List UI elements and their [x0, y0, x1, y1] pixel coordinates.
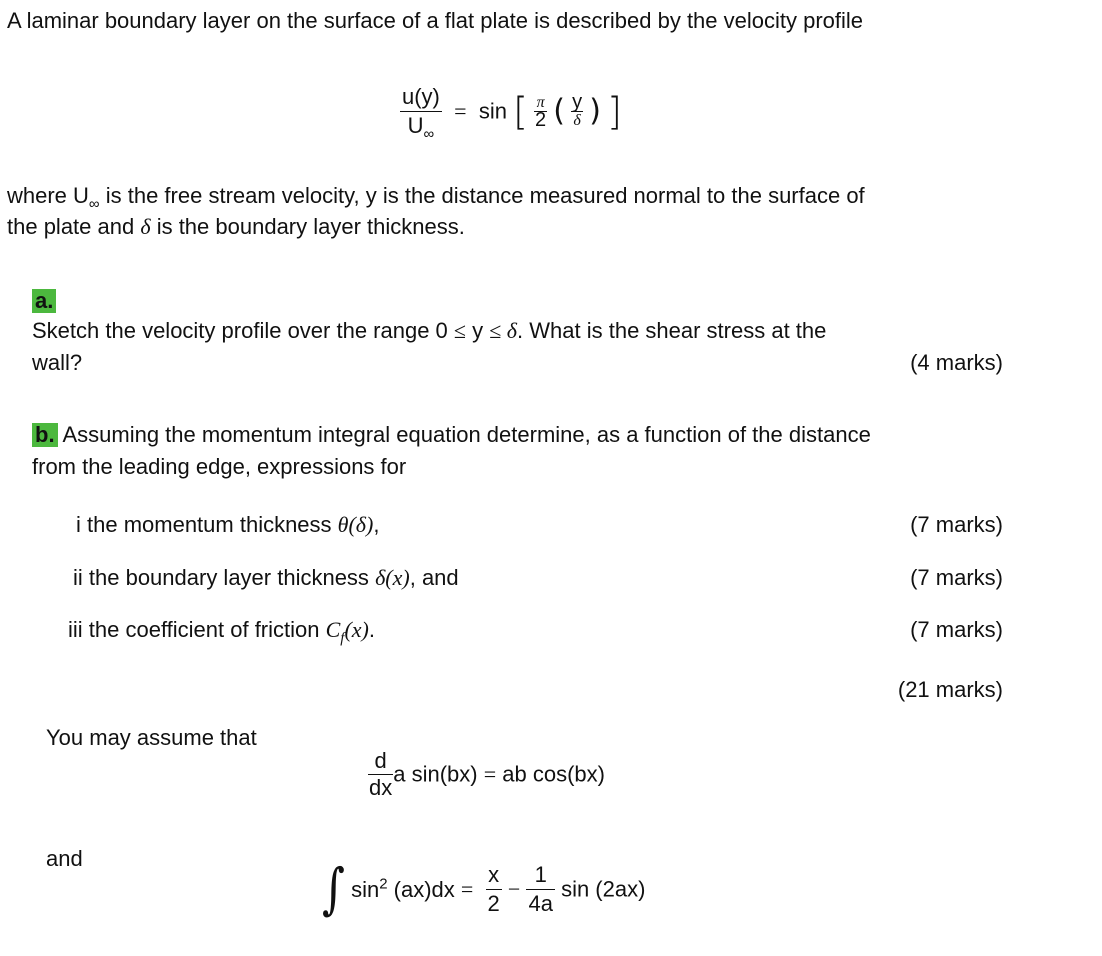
profile-bracket-close: ]	[607, 89, 622, 134]
part-b-item-i: i the momentum thickness θ(δ),	[76, 512, 380, 537]
part-a-line-1: Sketch the velocity profile over the range 0 ≤ y ≤ δ. What is the shear stress at the	[32, 318, 827, 343]
integral-equals: =	[460, 876, 474, 902]
integral-equation	[322, 857, 646, 921]
profile-lhs-denominator: $U_\infty$	[407, 113, 435, 143]
hint-assume: You may assume that	[46, 725, 257, 750]
intro-line-3: the plate and δ is the boundary layer thickness.	[7, 214, 465, 239]
profile-y-over-delta: $\frac{y}{\delta}$	[572, 91, 583, 129]
integral-minus: −	[507, 876, 521, 902]
part-b-item-ii-marks: (7 marks)	[910, 565, 1003, 590]
profile-paren-close: )	[589, 93, 601, 129]
profile-bracket-open: [	[513, 89, 528, 134]
part-a-label	[32, 288, 56, 314]
integral-integrand: $\sin^2 (ax)dx$	[351, 875, 461, 902]
part-b-item-i-marks: (7 marks)	[910, 512, 1003, 537]
part-b-item-iii-marks: (7 marks)	[910, 617, 1003, 642]
intro-line-2: where $U_\infty$ is the free stream velocity, y is the distance measured normal to the surface of	[7, 183, 865, 213]
velocity-profile-equation	[400, 84, 622, 143]
profile-sin: sin	[478, 98, 507, 124]
profile-lhs-fraction	[400, 84, 442, 143]
part-a-badge: a.	[32, 289, 56, 313]
derivative-equation: $\frac{d}{dx}$ a sin(bx) = ab cos(bx)	[369, 748, 605, 800]
profile-paren-open: (	[553, 93, 565, 129]
integral-1-over-4a: $\frac{1}{4a}$	[528, 862, 553, 916]
profile-equals: =	[454, 98, 467, 124]
part-b-item-ii: ii the boundary layer thickness δ(x), and	[73, 565, 459, 590]
integral-x-over-2: $\frac{x}{2}$	[487, 862, 500, 916]
intro-line-1: A laminar boundary layer on the surface of a flat plate is described by the velocity profile	[7, 8, 864, 33]
part-a-line-2: wall?	[32, 350, 83, 375]
profile-pi-over-two: $\frac{\pi}{2}$	[535, 94, 547, 131]
part-b-badge: b.	[32, 423, 58, 447]
part-b-item-iii: iii the coefficient of friction $C_f(x)$.	[68, 617, 376, 647]
hint-and: and	[46, 846, 83, 871]
integral-sign: ∫	[322, 857, 345, 921]
part-b-line-1: b. Assuming the momentum integral equation determine, as a function of the distance	[32, 422, 871, 448]
integral-tail: sin (2ax)	[554, 876, 646, 902]
profile-lhs-numerator: u(y)	[400, 84, 442, 112]
derivative-d-dx: $\frac{d}{dx}$	[369, 748, 393, 800]
part-b-total-marks: (21 marks)	[897, 677, 1003, 702]
part-b-line-2: from the leading edge, expressions for	[32, 454, 407, 479]
part-a-marks: (4 marks)	[910, 350, 1003, 375]
